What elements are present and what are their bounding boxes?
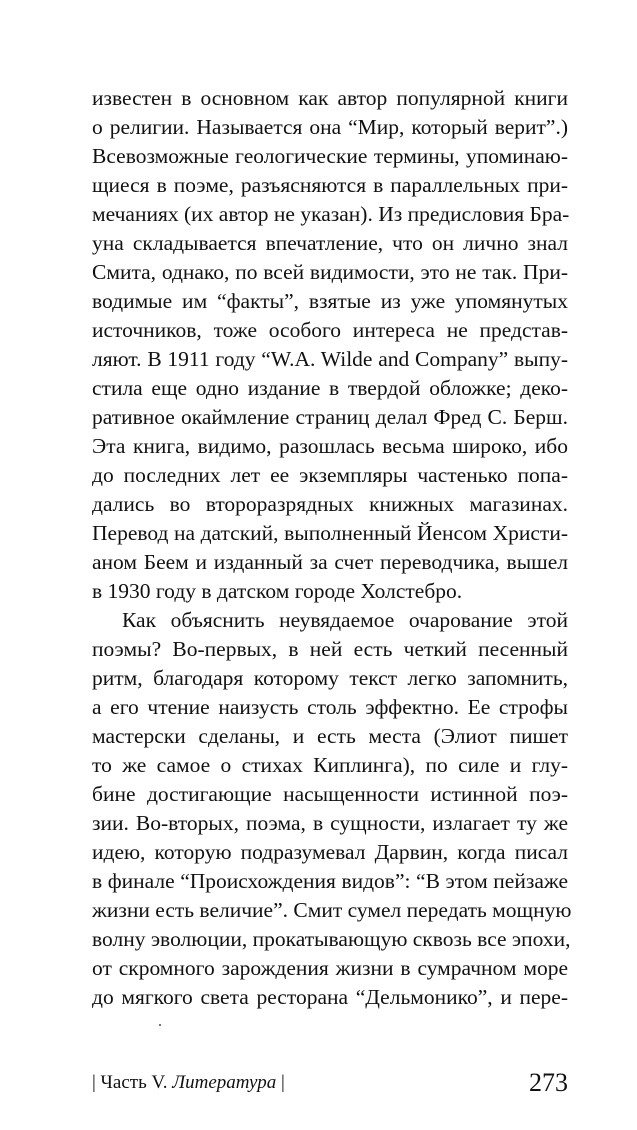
text-line: мастерски сделаны, и есть места (Элиот пишет [92, 724, 568, 748]
text-line: Смита, однако, по всей видимости, это не так. При- [92, 260, 568, 284]
text-line: бине достигающие насыщенности истинной поэ- [92, 782, 568, 806]
text-line: о религии. Называется она “Мир, который верит”.) [92, 115, 568, 139]
text-line: Как объяснить неувядаемое очарование этой [122, 608, 568, 632]
text-line: аном Беем и изданный за счет переводчика, вышел [92, 550, 568, 574]
text-line: идею, которую подразумевал Дарвин, когда писал [92, 840, 568, 864]
text-line: Всевозможные геологические термины, упоминаю- [92, 144, 568, 168]
text-line: до мягкого света ресторана “Дельмонико”, и пере- [92, 985, 568, 1009]
footer-separator: | [276, 1072, 285, 1093]
text-line: стила еще одно издание в твердой обложке; деко- [92, 376, 568, 400]
text-line: в финале “Происхождения видов”: “В этом пейзаже [92, 869, 568, 893]
text-line: Эта книга, видимо, разошлась весьма широко, ибо [92, 434, 568, 458]
footer-section-title: Литература [172, 1072, 277, 1093]
text-line: Перевод на датский, выполненный Йенсом Христи- [92, 521, 568, 545]
text-line: до последних лет ее экземпляры частенько попа- [92, 463, 568, 487]
text-line: а его чтение наизусть столь эффектно. Ее строфы [92, 695, 568, 719]
text-line: уна складывается впечатление, что он лично знал [92, 231, 568, 255]
page-footer [92, 1064, 568, 1098]
text-line: зии. Во-вторых, поэма, в сущности, излагает ту же [92, 811, 568, 835]
text-line: ляют. В 1911 году “W.A. Wilde and Company” выпу- [92, 347, 568, 371]
page-body-text [92, 84, 572, 1012]
footer-part-label: | Часть V. [92, 1072, 173, 1093]
text-line: поэмы? Во-первых, в ней есть четкий песенный [92, 637, 568, 661]
text-line: ритм, благодаря которому текст легко запомнить, [92, 666, 568, 690]
text-line: дались во второразрядных книжных магазинах. [92, 492, 568, 516]
text-line: в 1930 году в датском городе Холстебро. [92, 579, 463, 603]
page-number: 273 [529, 1068, 568, 1097]
running-footer [92, 1072, 285, 1094]
text-line: известен в основном как автор популярной книги [92, 86, 568, 110]
text-line: источников, тоже особого интереса не представ- [92, 318, 568, 342]
scan-speck [159, 1024, 161, 1026]
text-line: мечаниях (их автор не указан). Из предисловия Бра- [92, 202, 570, 226]
text-line: щиеся в поэме, разъясняются в параллельных при- [92, 173, 568, 197]
text-line: от скромного зарождения жизни в сумрачном море [92, 956, 568, 980]
text-line: жизни есть величие”. Смит сумел передать мощную [92, 898, 572, 922]
text-line: то же самое о стихах Киплинга), по силе и глу- [92, 753, 568, 777]
text-line: волну эволюции, прокатывающую сквозь все эпохи, [92, 927, 571, 951]
text-line: ративное окаймление страниц делал Фред С. Берш. [92, 405, 568, 429]
text-line: водимые им “факты”, взятые из уже упомянутых [92, 289, 568, 313]
